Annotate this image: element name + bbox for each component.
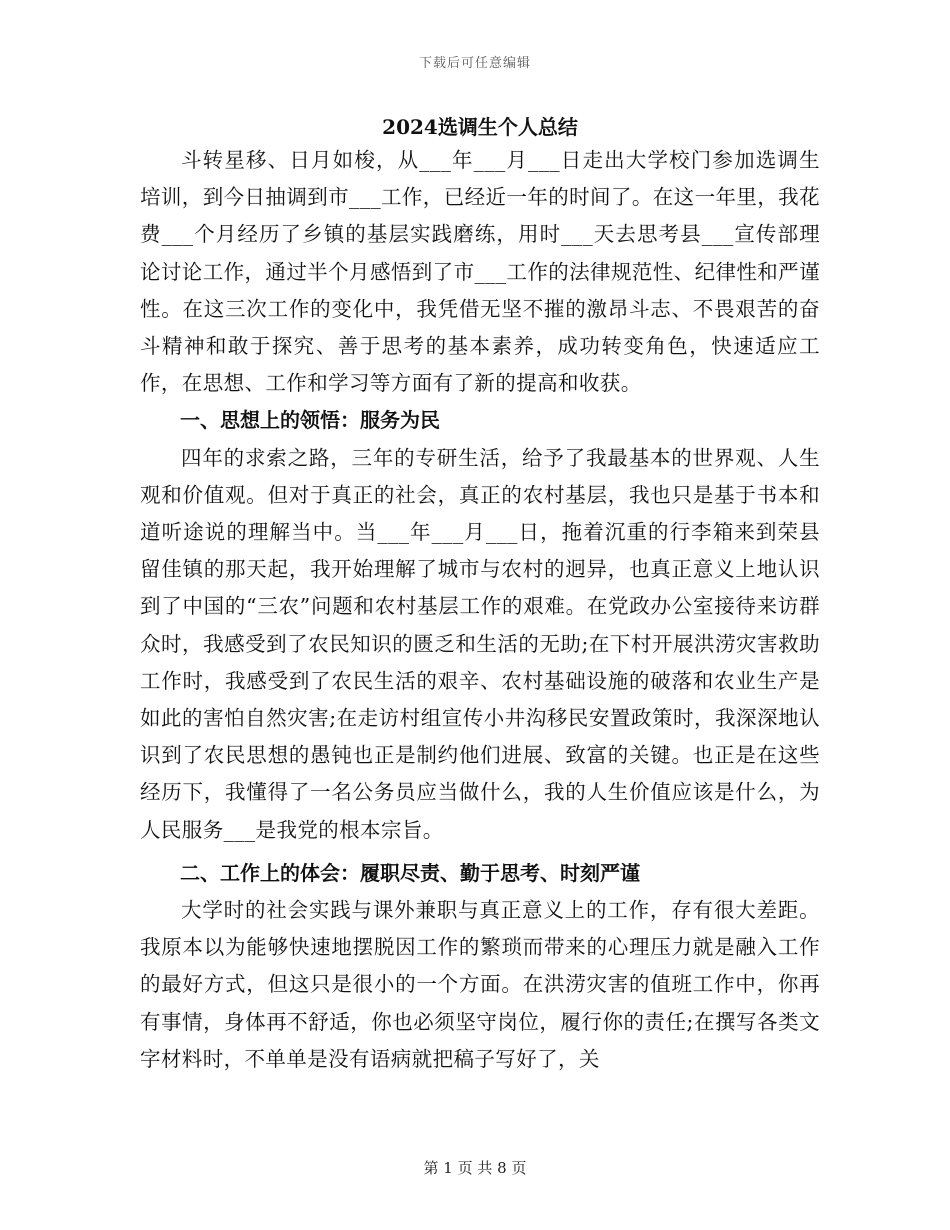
section-1-paragraph: 四年的求索之路，三年的专研生活，给予了我最基本的世界观、人生观和价值观。但对于真正的社会，真正的农村基层，我也只是基于书本和道听途说的理解当中。当___年___月___日，拖着沉重的行李箱来到荣县留佳镇的那天起，我开始理解了城市与农村的迥异，也真正意义上地认识到了中国的“三农”问题和农村基层工作的艰难。在党政办公室接待来访群众时，我感受到了农民知识的匮乏和生活的无助;在下村开展洪涝灾害救助工作时，我感受到了农民生活的艰辛、农村基础设施的破落和农业生产是如此的害怕自然灾害;在走访村组宣传小井沟移民安置政策时，我深深地认识到了农民思想的愚钝也正是制约他们进展、致富的关键。也正是在这些经历下，我懂得了一名公务员应当做什么，我的人生价值应该是什么，为人民服务___是我党的根本宗旨。 xyxy=(140,445,820,842)
section-1-heading: 一、思想上的领悟：服务为民 xyxy=(180,408,440,433)
section-2-paragraph: 大学时的社会实践与课外兼职与真正意义上的工作，存有很大差距。我原本以为能够快速地摆脱因工作的繁琐而带来的心理压力就是融入工作的最好方式，但这只是很小的一个方面。在洪涝灾害的值班工作中，你再有事情，身体再不舒适，你也必须坚守岗位，履行你的责任;在撰写各类文字材料时，不单单是没有语病就把稿子写好了，关 xyxy=(140,898,820,1071)
page-header: 下载后可任意编辑 xyxy=(418,56,531,71)
intro-paragraph: 斗转星移、日月如梭，从___年___月___日走出大学校门参加选调生培训，到今日抽调到市___工作，已经近一年的时间了。在这一年里，我花费___个月经历了乡镇的基层实践磨练，用时___天去思考县___宣传部理论讨论工作，通过半个月感悟到了市___工作的法律规范性、纪律性和严谨性。在这三次工作的变化中，我凭借无坚不摧的激昂斗志、不畏艰苦的奋斗精神和敢于探究、善于思考的基本素养，成功转变角色，快速适应工作，在思想、工作和学习等方面有了新的提高和收获。 xyxy=(140,148,820,396)
page-footer: 第 1 页 共 8 页 xyxy=(423,1159,527,1177)
document-title: 2024选调生个人总结 xyxy=(382,115,578,139)
document-body xyxy=(140,112,820,1078)
section-2-heading: 二、工作上的体会：履职尽责、勤于思考、时刻严谨 xyxy=(180,860,640,885)
